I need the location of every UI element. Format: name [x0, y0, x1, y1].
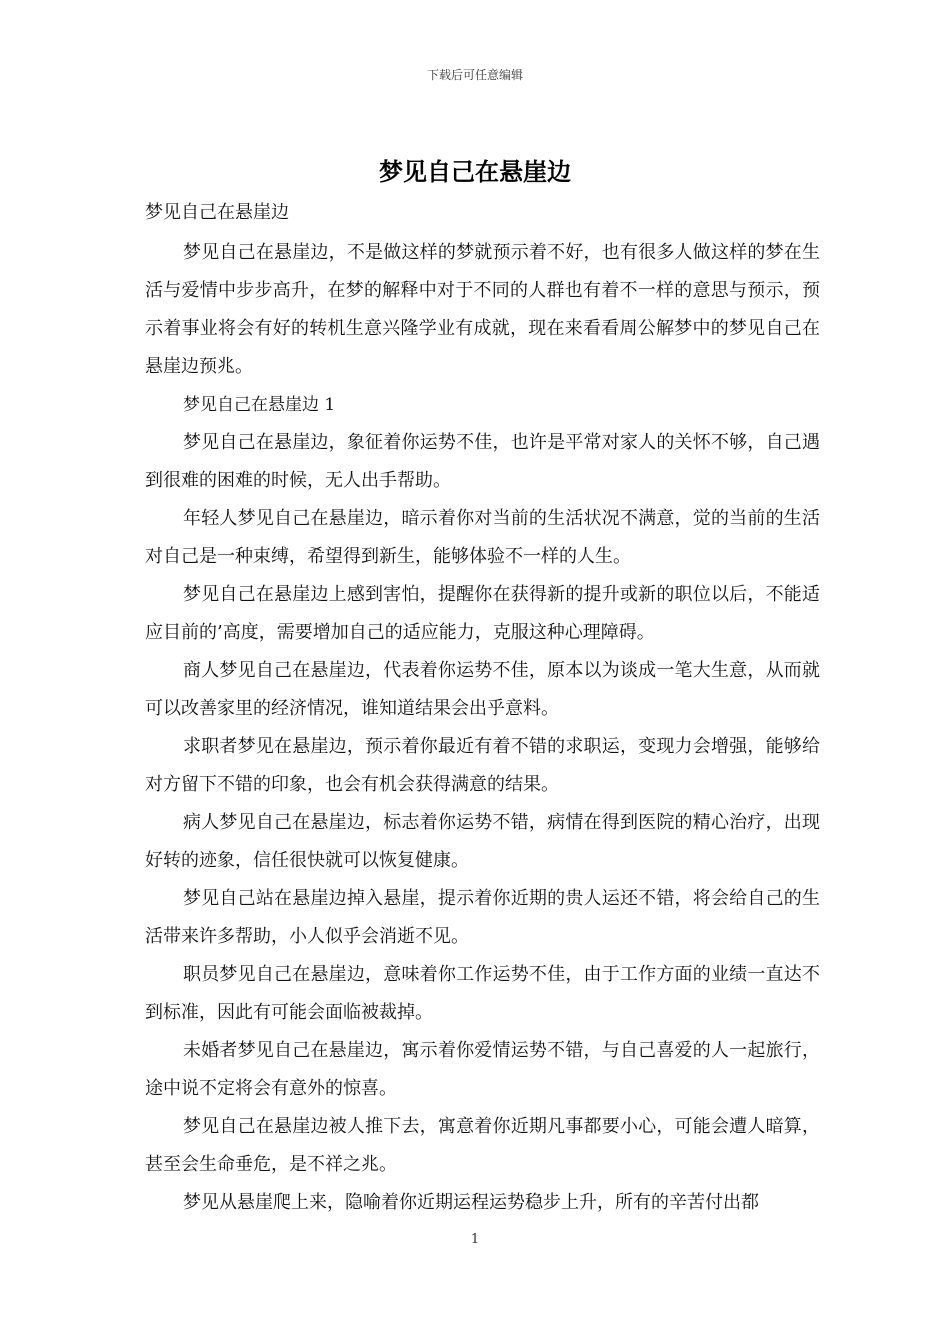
- document-title: 梦见自己在悬崖边: [379, 158, 571, 186]
- paragraph: 求职者梦见在悬崖边，预示着你最近有着不错的求职运，变现力会增强，能够给对方留下不错的印象，也会有机会获得满意的结果。: [145, 736, 820, 795]
- paragraph: 年轻人梦见自己在悬崖边，暗示着你对当前的生活状况不满意，觉的当前的生活对自己是一种束缚，希望得到新生，能够体验不一样的人生。: [145, 508, 820, 567]
- paragraph: 职员梦见自己在悬崖边，意味着你工作运势不佳，由于工作方面的业绩一直达不到标准，因此有可能会面临被裁掉。: [145, 964, 820, 1023]
- paragraph: 梦见自己在悬崖边上感到害怕，提醒你在获得新的提升或新的职位以后，不能适应目前的’高度，需要增加自己的适应能力，克服这种心理障碍。: [145, 584, 820, 643]
- paragraph: 梦见自己在悬崖边，象征着你运势不佳，也许是平常对家人的关怀不够，自己遇到很难的困难的时候，无人出手帮助。: [145, 432, 820, 491]
- paragraph: 梦见从悬崖爬上来，隐喻着你近期运程运势稳步上升，所有的辛苦付出都: [183, 1192, 759, 1213]
- paragraph: 商人梦见自己在悬崖边，代表着你运势不佳，原本以为谈成一笔大生意，从而就可以改善家里的经济情况，谁知道结果会出乎意料。: [145, 660, 820, 719]
- paragraph: 梦见自己在悬崖边被人推下去，寓意着你近期凡事都要小心，可能会遭人暗算，甚至会生命垂危，是不祥之兆。: [145, 1116, 820, 1175]
- header-note: 下载后可任意编辑: [426, 68, 523, 82]
- intro-paragraph: 梦见自己在悬崖边，不是做这样的梦就预示着不好，也有很多人做这样的梦在生活与爱情中步步高升，在梦的解释中对于不同的人群也有着不一样的意思与预示，预示着事业将会有好的转机生意兴隆学业有成就，现在来看看周公解梦中的梦见自己在悬崖边预兆。: [145, 242, 820, 377]
- section-heading: 梦见自己在悬崖边 1: [183, 395, 336, 415]
- paragraph: 梦见自己站在悬崖边掉入悬崖，提示着你近期的贵人运还不错，将会给自己的生活带来许多帮助，小人似乎会消逝不见。: [145, 888, 820, 947]
- document-body: [145, 198, 820, 1222]
- paragraph: 病人梦见自己在悬崖边，标志着你运势不错，病情在得到医院的精心治疗，出现好转的迹象，信任很快就可以恢复健康。: [145, 812, 820, 871]
- subtitle: 梦见自己在悬崖边: [145, 202, 289, 223]
- page-number: 1: [470, 1232, 480, 1247]
- paragraph: 未婚者梦见自己在悬崖边，寓示着你爱情运势不错，与自己喜爱的人一起旅行，途中说不定将会有意外的惊喜。: [145, 1040, 820, 1099]
